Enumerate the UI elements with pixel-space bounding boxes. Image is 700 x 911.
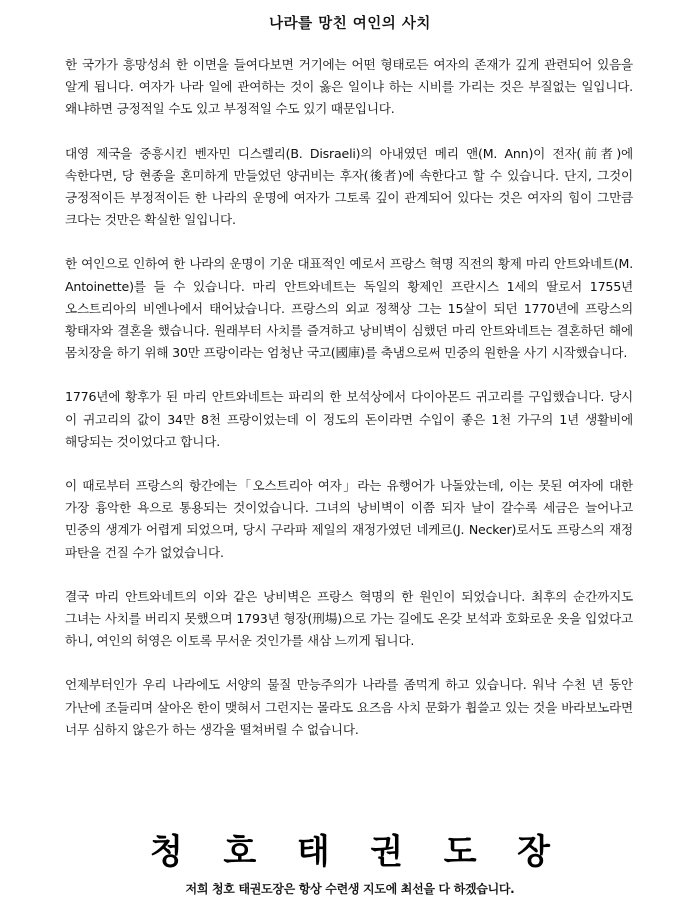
dojang-name-char: 장 xyxy=(517,832,550,872)
paragraph-revolution: 결국 마리 안트와네트의 이와 같은 낭비벽은 프랑스 혁명의 한 원인이 되었습니다. 최후의 순간까지도 그녀는 사치를 버리지 못했으며 1793년 형장(刑場)으로 가는 길에도 온갖 보석과 호화로운 옷을 입었다고 하니, 여인의 허영은 이토록 무서운 것인가를 새삼 느끼게 됩니다. xyxy=(65,588,633,649)
paragraph-disraeli: 대영 제국을 중흥시킨 벤자민 디스렐리(B. Disraeli)의 아내였던 메리 앤(M. Ann)이 전자(前者)에 속한다면, 당 현종을 혼미하게 만들었던 양귀비는 후자(後者)에 속한다고 할 수 있습니다. 단지, 그것이 긍정적이든 부정적이든 한 나라의 운명에 여자가 그토록 깊이 관계되어 있다는 것은 여자의 힘이 그만큼 크다는 것만은 확실한 일입니다. xyxy=(65,145,633,228)
dojang-name-char: 권 xyxy=(370,832,404,872)
paragraph-conclusion: 언제부터인가 우리 나라에도 서양의 물질 만능주의가 나라를 좀먹게 하고 있습니다. 워낙 수천 년 동안 가난에 조들리며 살아온 한이 맺혀서 그런지는 몰라도 요즈음 사치 문화가 휩쓸고 있는 것을 바라보노라면 너무 심하지 않은가 하는 생각을 떨쳐버릴 수 없습니다. xyxy=(65,677,633,737)
document-body xyxy=(65,54,633,763)
paragraph-earrings: 1776년에 황후가 된 마리 안트와네트는 파리의 한 보석상에서 다이아몬드 귀고리를 구입했습니다. 당시 이 귀고리의 값이 34만 8천 프랑이었는데 이 정도의 돈이라면 수입이 좋은 1천 가구의 1년 생활비에 해당되는 것이었다고 합니다. xyxy=(65,389,633,449)
dojang-name-char: 태 xyxy=(296,832,330,872)
paragraph-intro: 한 국가가 흥망성쇠 한 이면을 들여다보면 거기에는 어떤 형태로든 여자의 존재가 깊게 관련되어 있음을 알게 됩니다. 여자가 나라 일에 관여하는 것이 옳은 일이냐 하는 시비를 가리는 것은 부질없는 일입니다. 왜냐하면 긍정적일 수도 있고 부정적일 수도 있기 때문입니다. xyxy=(65,57,633,117)
dojang-name-char: 호 xyxy=(223,832,257,872)
document-title: 나라를 망친 여인의 사치 xyxy=(269,16,431,32)
dojang-tagline: 저희 청호 태권도장은 항상 수련생 지도에 최선을 다 하겠습니다. xyxy=(185,882,515,896)
paragraph-antoinette: 한 여인으로 인하여 한 나라의 운명이 기운 대표적인 예로서 프랑스 혁명 직전의 황제 마리 안트와네트(M. Antoinette)를 들 수 있습니다. 마리 안트와네트는 독일의 황제인 프란시스 1세의 딸로서 1755년 오스트리아의 비엔나에서 태어났습니다. 프랑스의 외교 정책상 그는 15살이 되던 1770년에 프랑스의 황태자와 결혼을 했습니다. 원래부터 사치를 즐겨하고 낭비벽이 심했던 마리 안트와네트는 결혼하던 해에 몸치장을 하기 위해 30만 프랑이라는 엄청난 국고(國庫)를 축냄으로써 민중의 원한을 사기 시작했습니다. xyxy=(65,256,633,361)
dojang-name-char: 도 xyxy=(443,832,477,872)
paragraph-rumor: 이 때로부터 프랑스의 항간에는「오스트리아 여자」라는 유행어가 나돌았는데, 이는 못된 여자에 대한 가장 흉악한 욕으로 통용되는 것이었습니다. 그녀의 낭비벽이 이쯤 되자 날이 갈수록 세금은 늘어나고 민중의 생계가 어렵게 되었으며, 당시 구라파 제일의 재정가였던 네케르(J. Necker)로서도 프랑스의 재정 파탄을 건질 수가 없었습니다. xyxy=(65,478,633,560)
dojang-name-char: 청 xyxy=(150,832,183,872)
dojang-name xyxy=(150,832,550,872)
